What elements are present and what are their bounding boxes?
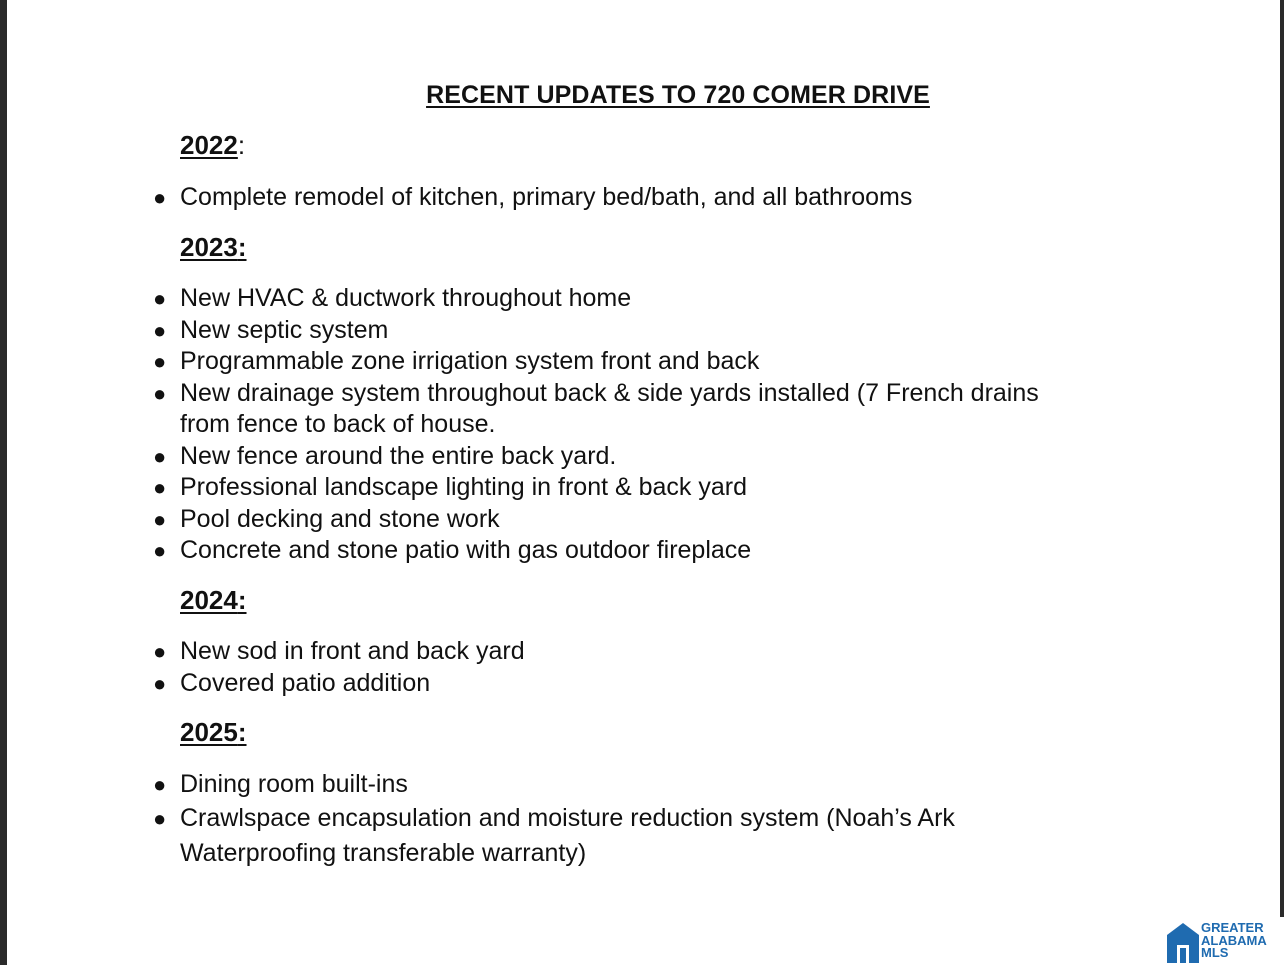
- section-year: 2022: [180, 130, 238, 160]
- document-page: [7, 0, 1280, 965]
- section-year: 2023: [180, 232, 238, 262]
- section-heading-2023: [180, 232, 247, 263]
- section-list-2023: [7, 283, 1247, 567]
- section-colon: :: [237, 585, 247, 615]
- house-icon: [1166, 921, 1200, 963]
- section-colon: :: [237, 130, 246, 160]
- list-item: ● Dining room built-ins: [7, 769, 1247, 801]
- bullet-icon: ●: [153, 772, 167, 797]
- section-list-2024: [7, 636, 1247, 699]
- bullet-icon: ●: [153, 286, 167, 311]
- bullet-icon: ●: [153, 670, 167, 696]
- list-item: ● New septic system: [7, 315, 1247, 347]
- document-title: RECENT UPDATES TO 720 COMER DRIVE: [426, 81, 930, 109]
- right-border: [1280, 0, 1284, 965]
- list-item: ● New sod in front and back yard: [7, 636, 1247, 668]
- section-list-2022: [7, 182, 1247, 214]
- section-heading-2024: [180, 585, 247, 616]
- list-item: ● New drainage system throughout back & side yards installed (7 French drains from fence to back of house.: [153, 378, 1039, 438]
- bullet-icon: ●: [153, 380, 167, 406]
- bullet-icon: ●: [153, 475, 167, 500]
- bullet-icon: ●: [153, 317, 167, 343]
- list-item: ● Covered patio addition: [7, 668, 1247, 700]
- greater-alabama-mls-watermark: [1164, 917, 1284, 965]
- section-heading-2022: [180, 130, 245, 161]
- list-item: ● Complete remodel of kitchen, primary bed/bath, and all bathrooms: [7, 182, 1247, 214]
- bullet-icon: ●: [153, 185, 167, 210]
- section-colon: :: [237, 232, 247, 262]
- list-item: ● Professional landscape lighting in front & back yard: [7, 472, 1247, 504]
- bullet-icon: ●: [153, 349, 167, 374]
- section-heading-2025: [180, 717, 247, 748]
- list-item: ● New HVAC & ductwork throughout home: [7, 283, 1247, 315]
- bullet-icon: ●: [153, 506, 167, 532]
- section-colon: :: [237, 717, 247, 747]
- bullet-icon: ●: [153, 639, 167, 664]
- bullet-icon: ●: [153, 805, 167, 831]
- bullet-icon: ●: [153, 538, 167, 563]
- list-item: ● Pool decking and stone work: [7, 504, 1247, 536]
- list-item: ● New fence around the entire back yard.: [7, 441, 1247, 473]
- list-item: ● Programmable zone irrigation system front and back: [7, 346, 1247, 378]
- watermark-text: GREATER ALABAMA MLS: [1201, 920, 1267, 960]
- list-item: ● Concrete and stone patio with gas outdoor fireplace: [7, 535, 1247, 567]
- section-list-2025: [7, 769, 1247, 871]
- section-year: 2025: [180, 717, 238, 747]
- section-year: 2024: [180, 585, 238, 615]
- left-border: [0, 0, 7, 965]
- list-item: ● Crawlspace encapsulation and moisture reduction system (Noah’s Ark Waterproofing transferable warranty): [7, 801, 1247, 871]
- bullet-icon: ●: [153, 443, 167, 469]
